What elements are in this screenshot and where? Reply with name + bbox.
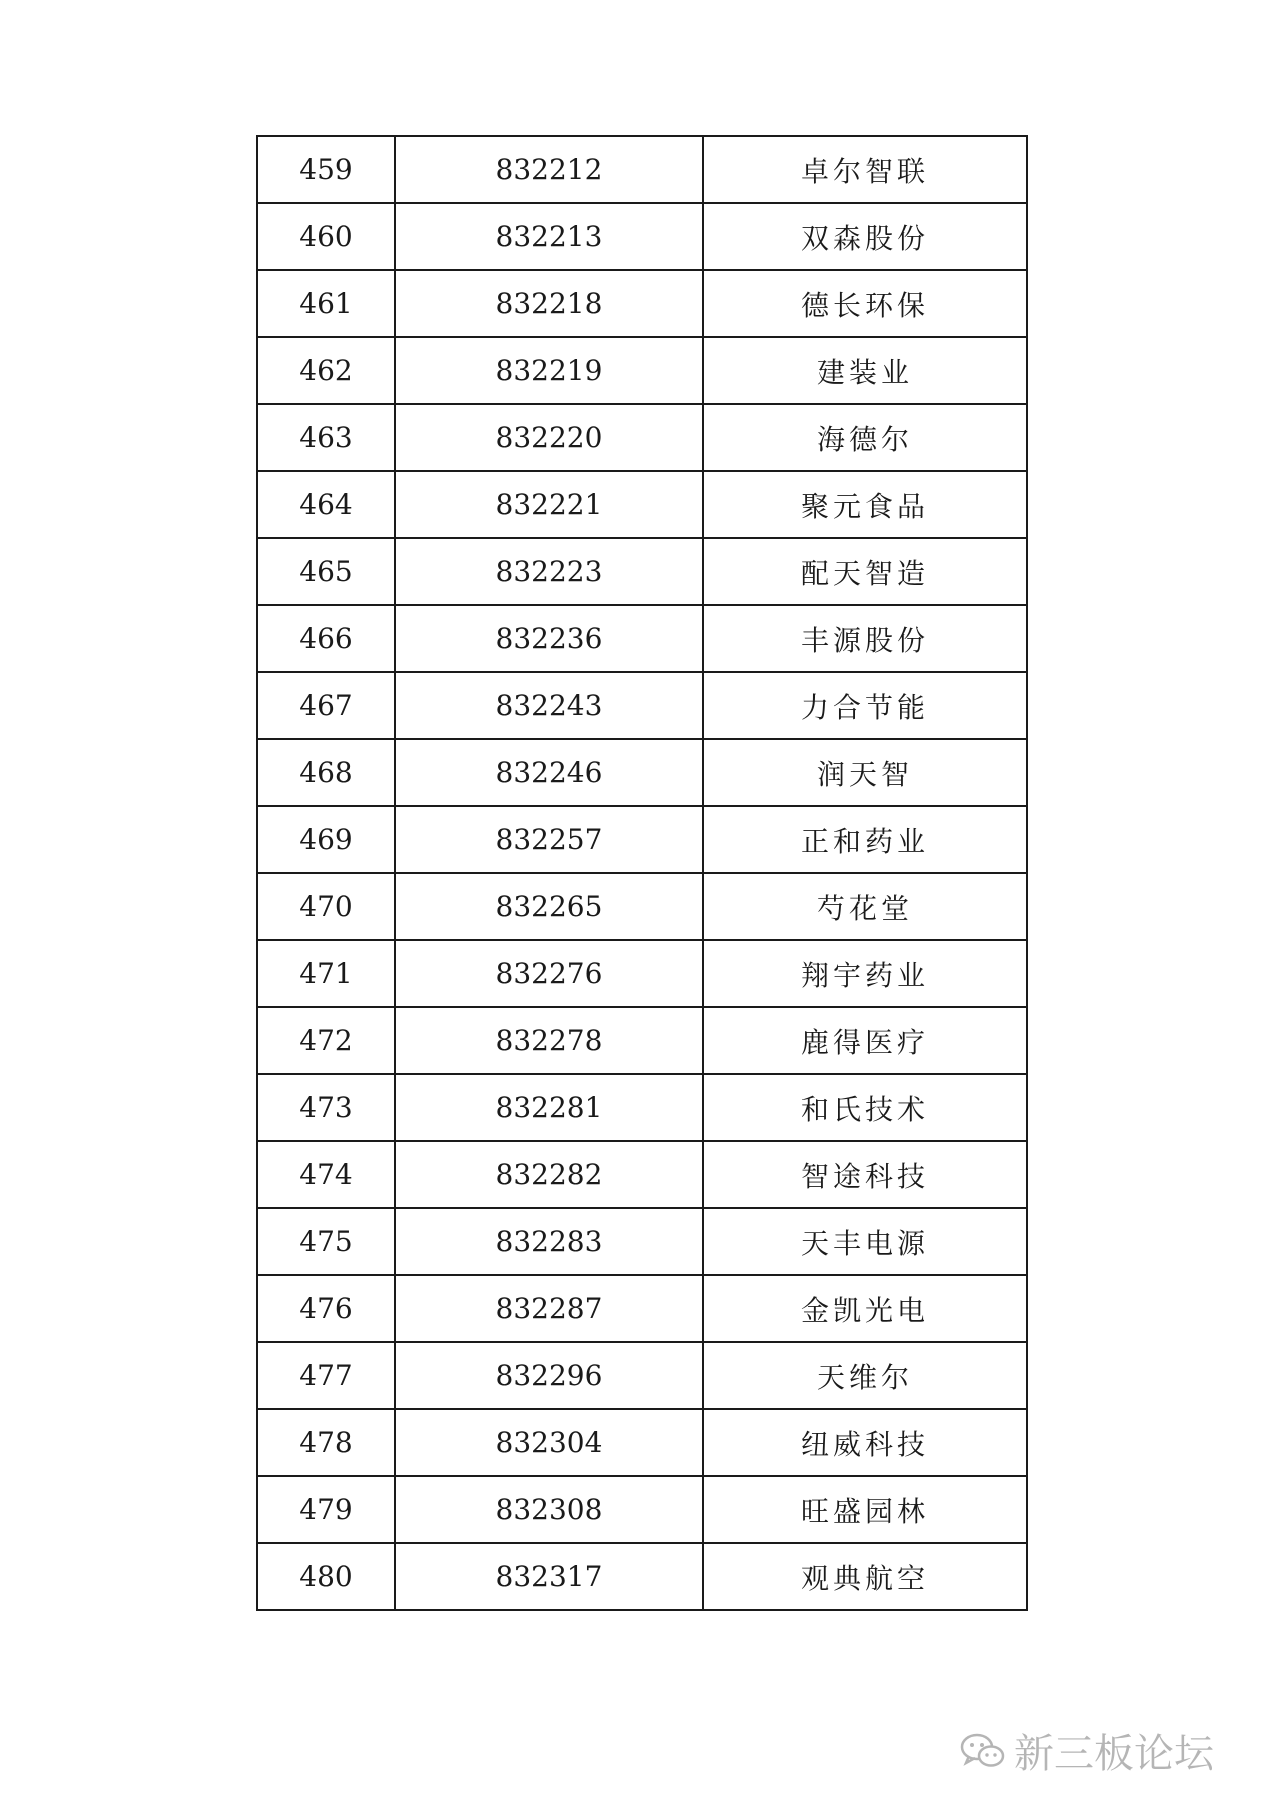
- wechat-icon: [960, 1732, 1006, 1770]
- table-row: [257, 1543, 1027, 1610]
- table-row: [257, 672, 1027, 739]
- stock-code-cell: 832265: [395, 873, 703, 940]
- row-number-cell: 475: [257, 1208, 395, 1275]
- table-row: [257, 1074, 1027, 1141]
- table-row: [257, 337, 1027, 404]
- row-number-cell: 460: [257, 203, 395, 270]
- row-number-cell: 459: [257, 136, 395, 203]
- table-row: [257, 1141, 1027, 1208]
- row-number-cell: 468: [257, 739, 395, 806]
- company-name-cell: 正和药业: [703, 806, 1027, 873]
- company-name-cell: 双森股份: [703, 203, 1027, 270]
- row-number-cell: 463: [257, 404, 395, 471]
- stock-code-cell: 832287: [395, 1275, 703, 1342]
- company-name-cell: 润天智: [703, 739, 1027, 806]
- table-row: [257, 873, 1027, 940]
- row-number-cell: 466: [257, 605, 395, 672]
- row-number-cell: 478: [257, 1409, 395, 1476]
- row-number-cell: 471: [257, 940, 395, 1007]
- company-name-cell: 德长环保: [703, 270, 1027, 337]
- table-row: [257, 940, 1027, 1007]
- company-name-cell: 天丰电源: [703, 1208, 1027, 1275]
- company-name-cell: 鹿得医疗: [703, 1007, 1027, 1074]
- stock-code-cell: 832257: [395, 806, 703, 873]
- table-row: [257, 1342, 1027, 1409]
- stock-code-cell: 832296: [395, 1342, 703, 1409]
- table-body: [257, 136, 1027, 1610]
- table-row: [257, 806, 1027, 873]
- company-name-cell: 海德尔: [703, 404, 1027, 471]
- stock-code-cell: 832308: [395, 1476, 703, 1543]
- row-number-cell: 467: [257, 672, 395, 739]
- table-row: [257, 270, 1027, 337]
- row-number-cell: 474: [257, 1141, 395, 1208]
- company-name-cell: 力合节能: [703, 672, 1027, 739]
- company-name-cell: 丰源股份: [703, 605, 1027, 672]
- row-number-cell: 473: [257, 1074, 395, 1141]
- stock-code-cell: 832317: [395, 1543, 703, 1610]
- stock-code-cell: 832213: [395, 203, 703, 270]
- company-name-cell: 翔宇药业: [703, 940, 1027, 1007]
- company-name-cell: 芍花堂: [703, 873, 1027, 940]
- stock-code-cell: 832220: [395, 404, 703, 471]
- stock-code-cell: 832278: [395, 1007, 703, 1074]
- company-name-cell: 智途科技: [703, 1141, 1027, 1208]
- stock-code-cell: 832219: [395, 337, 703, 404]
- company-name-cell: 旺盛园林: [703, 1476, 1027, 1543]
- watermark-text: 新三板论坛: [1014, 1731, 1214, 1777]
- row-number-cell: 480: [257, 1543, 395, 1610]
- table-row: [257, 1208, 1027, 1275]
- stock-code-cell: 832212: [395, 136, 703, 203]
- company-name-cell: 金凯光电: [703, 1275, 1027, 1342]
- table-row: [257, 136, 1027, 203]
- row-number-cell: 476: [257, 1275, 395, 1342]
- row-number-cell: 470: [257, 873, 395, 940]
- stock-code-cell: 832218: [395, 270, 703, 337]
- stock-code-cell: 832283: [395, 1208, 703, 1275]
- row-number-cell: 462: [257, 337, 395, 404]
- row-number-cell: 464: [257, 471, 395, 538]
- company-name-cell: 和氏技术: [703, 1074, 1027, 1141]
- table-row: [257, 1007, 1027, 1074]
- table-row: [257, 471, 1027, 538]
- row-number-cell: 479: [257, 1476, 395, 1543]
- company-name-cell: 建装业: [703, 337, 1027, 404]
- table-row: [257, 605, 1027, 672]
- company-name-cell: 卓尔智联: [703, 136, 1027, 203]
- company-name-cell: 观典航空: [703, 1543, 1027, 1610]
- stock-list-table: [256, 135, 1028, 1611]
- company-name-cell: 纽威科技: [703, 1409, 1027, 1476]
- stock-code-cell: 832282: [395, 1141, 703, 1208]
- row-number-cell: 469: [257, 806, 395, 873]
- stock-code-cell: 832223: [395, 538, 703, 605]
- row-number-cell: 477: [257, 1342, 395, 1409]
- table-row: [257, 739, 1027, 806]
- row-number-cell: 465: [257, 538, 395, 605]
- company-name-cell: 聚元食品: [703, 471, 1027, 538]
- stock-code-cell: 832281: [395, 1074, 703, 1141]
- table-row: [257, 1476, 1027, 1543]
- table-row: [257, 538, 1027, 605]
- company-name-cell: 配天智造: [703, 538, 1027, 605]
- row-number-cell: 472: [257, 1007, 395, 1074]
- table-row: [257, 1275, 1027, 1342]
- stock-code-cell: 832246: [395, 739, 703, 806]
- stock-code-cell: 832243: [395, 672, 703, 739]
- company-name-cell: 天维尔: [703, 1342, 1027, 1409]
- stock-code-cell: 832236: [395, 605, 703, 672]
- stock-code-cell: 832304: [395, 1409, 703, 1476]
- stock-code-cell: 832221: [395, 471, 703, 538]
- stock-code-cell: 832276: [395, 940, 703, 1007]
- table-row: [257, 203, 1027, 270]
- watermark: [960, 1722, 1214, 1779]
- table-row: [257, 1409, 1027, 1476]
- table-row: [257, 404, 1027, 471]
- row-number-cell: 461: [257, 270, 395, 337]
